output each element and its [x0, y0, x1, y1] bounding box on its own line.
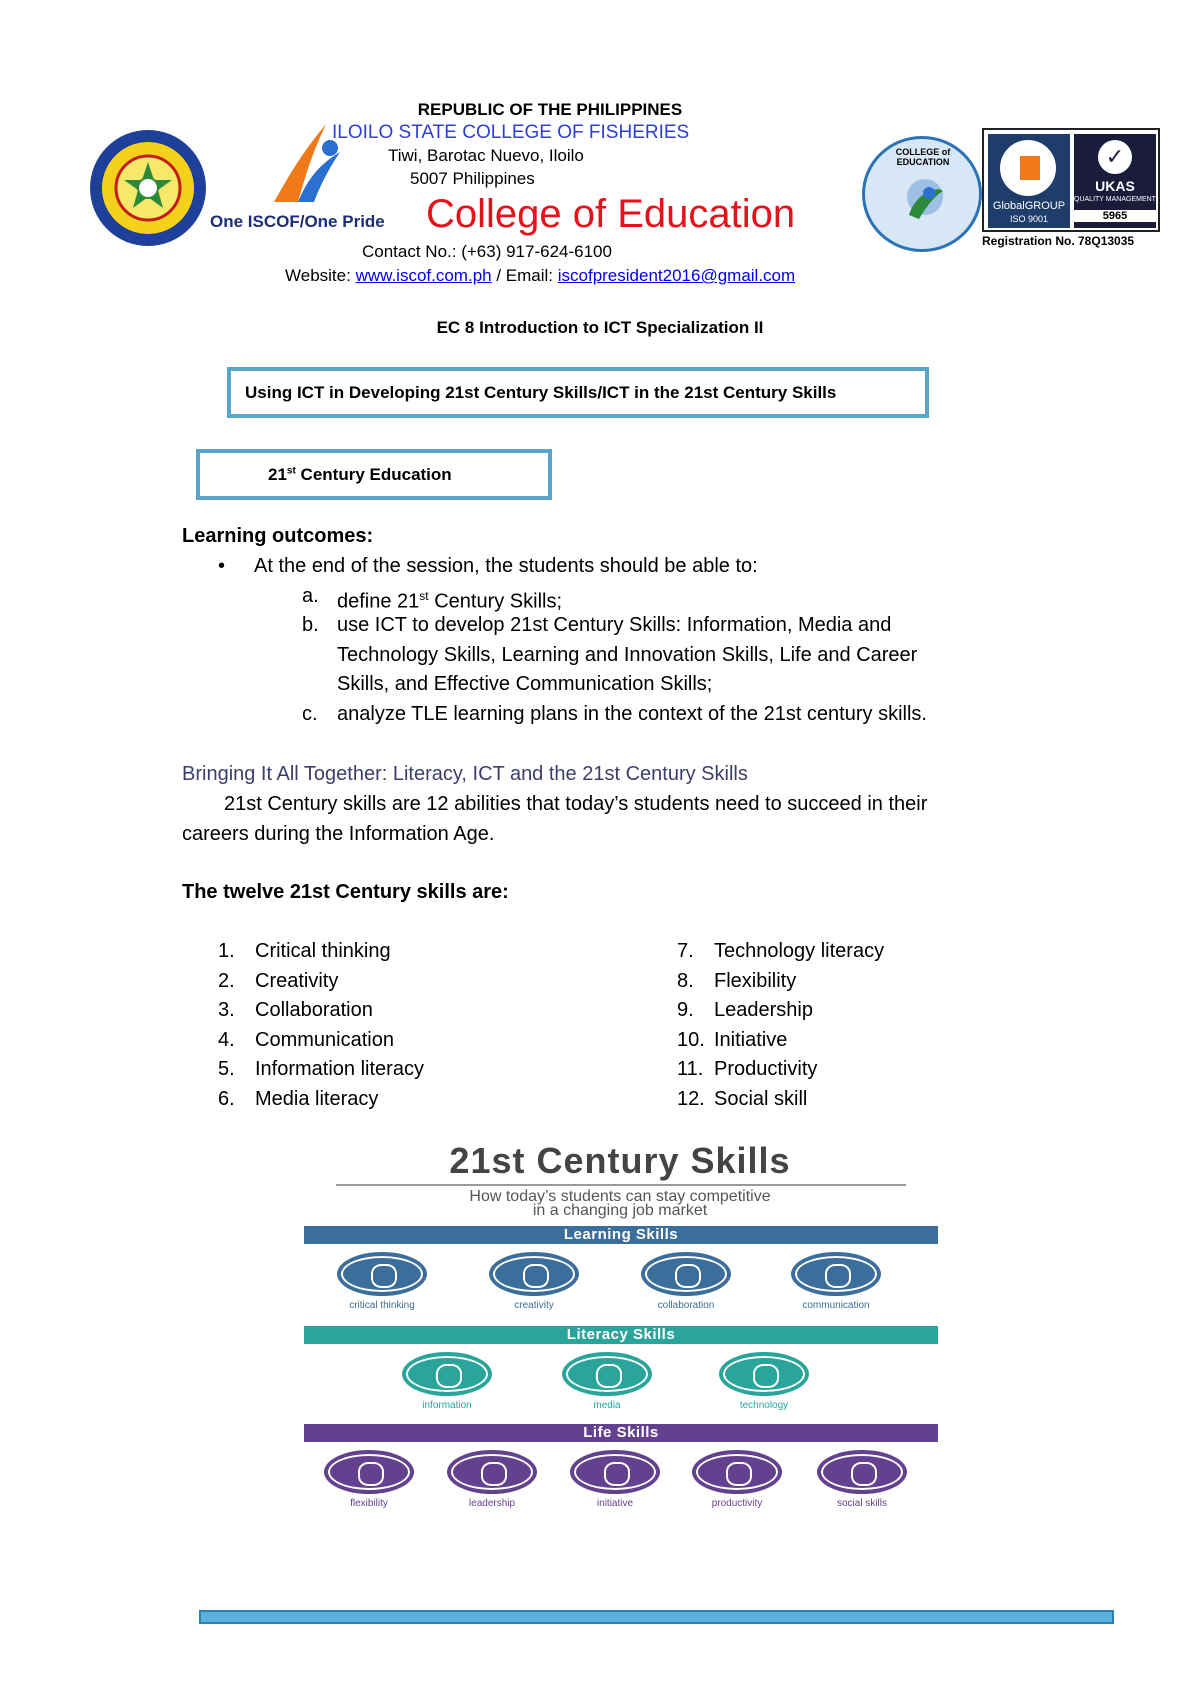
- skill-number: 11.: [677, 1058, 704, 1080]
- coe-badge-text: COLLEGE of EDUCATION: [895, 147, 951, 167]
- globalgroup-logo-block: [1020, 156, 1040, 180]
- skill-item: [218, 1085, 578, 1115]
- skill-text: Flexibility: [714, 969, 797, 992]
- skill-text: Critical thinking: [255, 940, 391, 962]
- topic-text: Using ICT in Developing 21st Century Skills/ICT in the 21st Century Skills: [245, 382, 837, 402]
- initiative-icon: [570, 1450, 660, 1494]
- learning-skills-band: Learning Skills: [304, 1226, 938, 1244]
- icon-glyph: [753, 1364, 779, 1388]
- skill-text: Communication: [255, 1028, 394, 1051]
- skill-number: 5.: [218, 1058, 235, 1080]
- swoosh-graphic: [268, 118, 348, 208]
- skill-number: 4.: [218, 1028, 235, 1051]
- skill-number: 9.: [677, 999, 694, 1021]
- infographic-label: media: [593, 1400, 621, 1411]
- website-label: Website:: [285, 266, 356, 285]
- icon-glyph: [371, 1264, 397, 1288]
- learning-bullet-text: At the end of the session, the students should be able to:: [254, 555, 758, 577]
- globalgroup-logo-circle: [1000, 140, 1056, 196]
- subtopic-sup: st: [286, 464, 296, 476]
- email-link[interactable]: iscofpresident2016@gmail.com: [557, 266, 796, 285]
- outcome-b-letter: b.: [302, 614, 319, 636]
- communication-icon: [791, 1252, 881, 1296]
- address-line-1: Tiwi, Barotac Nuevo, Iloilo: [388, 146, 584, 165]
- skill-item: [677, 1085, 1037, 1115]
- section-heading: Bringing It All Together: Literacy, ICT and the 21st Century Skills: [182, 763, 748, 785]
- media-icon: [562, 1352, 652, 1396]
- skill-item: [218, 937, 578, 967]
- seal-graphic: [88, 128, 208, 248]
- subtopic-pre: 21: [268, 464, 287, 484]
- infographic-label: information: [422, 1400, 472, 1411]
- icon-glyph: [481, 1462, 507, 1486]
- ukas-number: 5965: [1074, 210, 1156, 222]
- school-name: ILOILO STATE COLLEGE OF FISHERIES: [332, 122, 690, 143]
- infographic-label: productivity: [711, 1498, 763, 1509]
- registration-number: Registration No. 78Q13035: [982, 234, 1135, 248]
- section-para-line-1: 21st Century skills are 12 abilities that today’s students need to succeed in their: [224, 793, 928, 815]
- skill-number: 6.: [218, 1087, 235, 1110]
- footer-bar: [199, 1610, 1114, 1624]
- outcome-c-letter: c.: [302, 703, 318, 725]
- skill-text: Social skill: [714, 1087, 808, 1110]
- infographic-subtitle-2: in a changing job market: [532, 1202, 708, 1219]
- subtopic-box: [196, 449, 552, 500]
- skills-infographic: [300, 1140, 940, 1520]
- skill-number: 1.: [218, 940, 235, 962]
- outcome-b-line-3: Skills, and Effective Communication Skills;: [337, 673, 713, 695]
- skill-item: [218, 967, 578, 997]
- infographic-label: social skills: [836, 1498, 887, 1509]
- coe-badge-icon: [895, 175, 953, 225]
- icon-glyph: [825, 1264, 851, 1288]
- ukas-text: UKAS: [1095, 178, 1135, 194]
- infographic-label: technology: [739, 1400, 789, 1411]
- outcome-b-line-2: Technology Skills, Learning and Innovation Skills, Life and Career: [337, 644, 918, 666]
- infographic-label: communication: [802, 1300, 870, 1311]
- iscof-swoosh-logo: [268, 118, 348, 208]
- infographic-label: collaboration: [657, 1300, 715, 1311]
- icon-glyph: [596, 1364, 622, 1388]
- outcome-c-text: analyze TLE learning plans in the context of the 21st century skills.: [337, 703, 927, 725]
- icon-glyph: [726, 1462, 752, 1486]
- infographic-title: 21st Century Skills: [449, 1140, 791, 1181]
- skills-list-right: [677, 937, 1037, 1114]
- college-title: College of Education: [426, 192, 796, 236]
- skills-list-left: [218, 937, 578, 1114]
- course-title: EC 8 Introduction to ICT Specialization II: [436, 318, 764, 337]
- skill-item: [218, 1026, 578, 1056]
- skill-number: 8.: [677, 969, 694, 992]
- skill-text: Leadership: [714, 999, 813, 1021]
- collaboration-icon: [641, 1252, 731, 1296]
- leadership-icon: [447, 1450, 537, 1494]
- infographic-label: leadership: [468, 1498, 516, 1509]
- section-para-line-2: careers during the Information Age.: [182, 823, 495, 845]
- website-email-line: [285, 266, 795, 286]
- ukas-sub: QUALITY MANAGEMENT: [1074, 196, 1156, 203]
- icon-glyph: [358, 1462, 384, 1486]
- subtopic-post: Century Education: [295, 464, 452, 484]
- globalgroup-text: GlobalGROUP: [992, 200, 1066, 212]
- icon-glyph: [523, 1264, 549, 1288]
- infographic-label: flexibility: [350, 1498, 388, 1509]
- productivity-icon: [692, 1450, 782, 1494]
- skill-text: Productivity: [714, 1058, 818, 1080]
- outcome-b-line-1: use ICT to develop 21st Century Skills: Information, Media and: [337, 614, 892, 636]
- skill-item: [218, 996, 578, 1026]
- skill-number: 12.: [677, 1087, 705, 1110]
- skill-item: [677, 1026, 1037, 1056]
- ukas-mark: [1074, 134, 1156, 228]
- coe-badge-logo: [862, 136, 982, 252]
- subtopic-text: [268, 465, 452, 485]
- skill-text: Information literacy: [255, 1058, 424, 1080]
- infographic-divider: [336, 1184, 906, 1186]
- learning-bullet-symbol: •: [218, 555, 226, 577]
- skill-number: 2.: [218, 969, 235, 992]
- republic-heading: REPUBLIC OF THE PHILIPPINES: [417, 100, 683, 119]
- icon-glyph: [851, 1462, 877, 1486]
- skill-text: Technology literacy: [714, 940, 885, 962]
- outcome-a-pre: define 21: [337, 590, 420, 613]
- skill-text: Creativity: [255, 969, 339, 992]
- ukas-crown-icon: ✓: [1098, 140, 1132, 174]
- flexibility-icon: [324, 1450, 414, 1494]
- certification-box: [982, 128, 1160, 232]
- skill-text: Media literacy: [255, 1087, 379, 1110]
- learning-heading: Learning outcomes:: [182, 525, 374, 547]
- infographic-subtitle-1: How today’s students can stay competitive: [469, 1188, 771, 1205]
- outcome-a-letter: a.: [302, 585, 319, 607]
- skill-item: [677, 967, 1037, 997]
- outcome-a-sup: st: [419, 589, 429, 603]
- skill-number: 3.: [218, 999, 235, 1021]
- website-link[interactable]: www.iscof.com.ph: [355, 266, 492, 285]
- topic-box: [227, 367, 929, 418]
- skill-text: Collaboration: [255, 999, 373, 1021]
- skills-list-heading: The twelve 21st Century skills are:: [182, 881, 509, 903]
- contact-line: Contact No.: (+63) 917-624-6100: [362, 242, 612, 261]
- life-skills-band: Life Skills: [304, 1424, 938, 1442]
- technology-icon: [719, 1352, 809, 1396]
- skill-number: 7.: [677, 940, 694, 962]
- infographic-label: critical thinking: [349, 1300, 415, 1311]
- email-label: / Email:: [491, 266, 558, 285]
- creativity-icon: [489, 1252, 579, 1296]
- literacy-skills-band: Literacy Skills: [304, 1326, 938, 1344]
- address-line-2: 5007 Philippines: [410, 169, 535, 188]
- skill-item: [677, 1055, 1037, 1085]
- icon-glyph: [436, 1364, 462, 1388]
- skill-text: Initiative: [714, 1028, 788, 1051]
- information-icon: [402, 1352, 492, 1396]
- slogan: One ISCOF/One Pride: [210, 212, 385, 231]
- skill-item: [677, 996, 1037, 1026]
- infographic-label: initiative: [596, 1498, 634, 1509]
- infographic-label: creativity: [514, 1300, 554, 1311]
- skill-item: [677, 937, 1037, 967]
- skill-number: 10.: [677, 1028, 705, 1051]
- social-skills-icon: [817, 1450, 907, 1494]
- icon-glyph: [675, 1264, 701, 1288]
- iso-text: ISO 9001: [1009, 214, 1049, 224]
- outcome-a-post: Century Skills;: [428, 590, 563, 613]
- globalgroup-mark: [988, 134, 1070, 228]
- iscof-seal-logo: [88, 128, 208, 248]
- critical-thinking-icon: [337, 1252, 427, 1296]
- icon-glyph: [604, 1462, 630, 1486]
- skill-item: [218, 1055, 578, 1085]
